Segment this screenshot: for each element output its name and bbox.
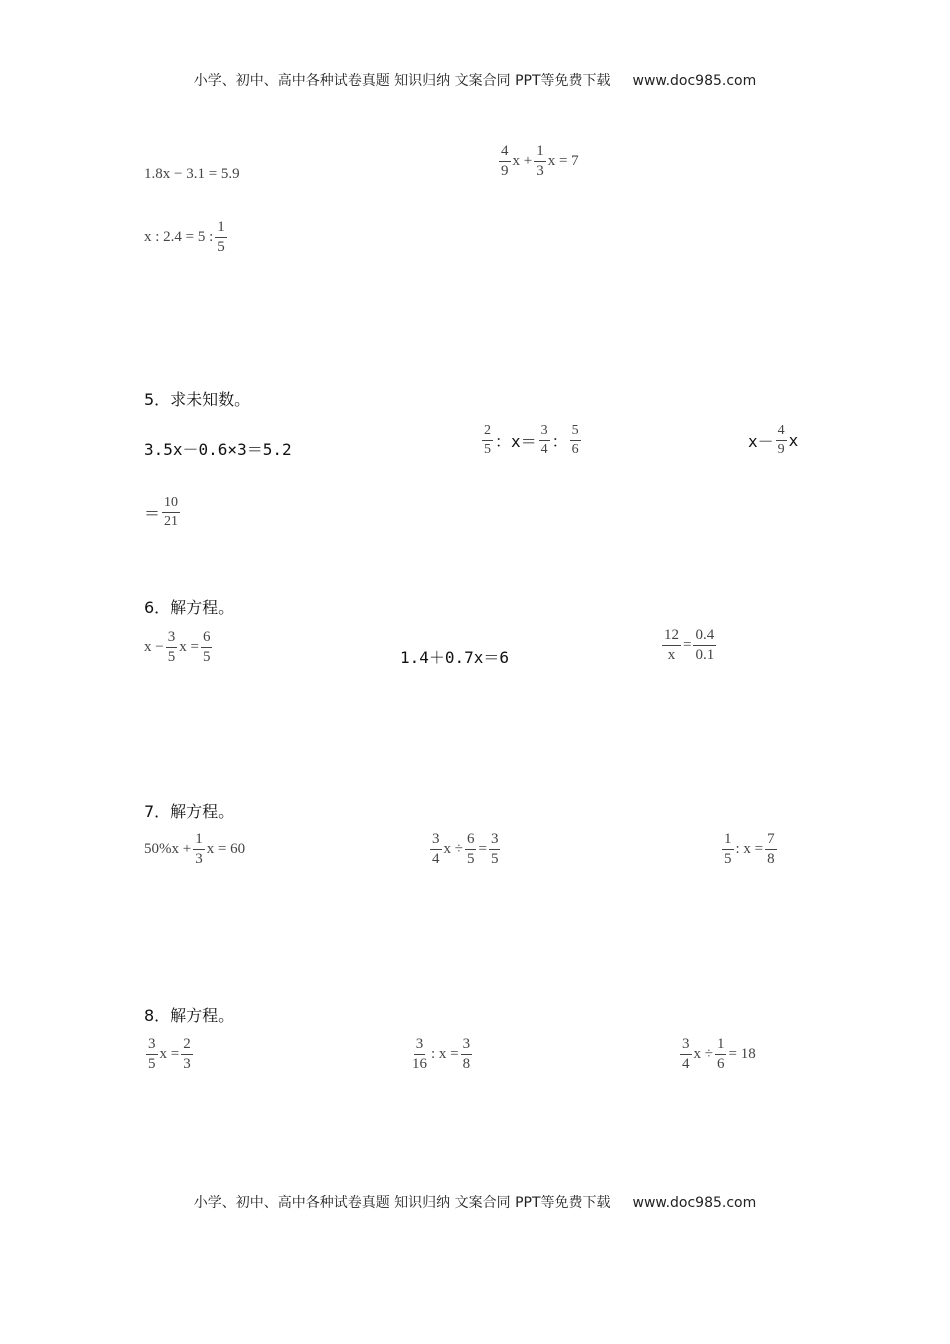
fraction: $\frac{1}{3}$ (536, 143, 544, 179)
question-5-equation-2: $\frac{2}{5}$ ：x＝ $\frac{3}{4}$ ： $\frac{5}{6}$ (484, 423, 579, 457)
question-5-equation-3: x－ $\frac{4}{9}$ x (748, 423, 799, 457)
question-8-equation-1: $\frac{3}{5}$ x = $\frac{2}{3}$ (148, 1036, 191, 1072)
question-6-equation-3: $\frac{12}{x}$ = $\frac{0.4}{0.1}$ (664, 627, 715, 663)
footer-site: www.doc985.com (632, 1195, 757, 1211)
fraction: $\frac{2}{3}$ (183, 1036, 191, 1072)
question-5-equation-3-cont: ＝ $\frac{10}{21}$ (144, 495, 179, 529)
fraction: $\frac{3}{5}$ (148, 1036, 156, 1072)
fraction: $\frac{12}{x}$ (664, 627, 679, 663)
page-header (0, 70, 950, 90)
fraction: $\frac{5}{6}$ (571, 423, 579, 457)
page-footer (0, 1192, 950, 1212)
question-7-equation-2: $\frac{3}{4}$ x ÷ $\frac{6}{5}$ = $\frac{3}{5}$ (432, 831, 499, 867)
question-5-title: 5．求未知数。 (144, 390, 251, 409)
fraction: $\frac{1}{6}$ (716, 1036, 725, 1072)
question-7-equation-3: $\frac{1}{5}$ : x = $\frac{7}{8}$ (724, 831, 775, 867)
question-8-equation-3: $\frac{3}{4}$ x ÷ $\frac{1}{6}$ = 18 (682, 1036, 756, 1072)
fraction: $\frac{0.4}{0.1}$ (695, 627, 715, 663)
fraction: $\frac{2}{5}$ (484, 423, 491, 457)
fraction: $\frac{3}{5}$ (490, 831, 499, 867)
question-8-title: 8．解方程。 (144, 1006, 235, 1025)
header-text: 小学、初中、高中各种试卷真题 知识归纳 文案合同 PPT等免费下载 (193, 73, 611, 89)
question-7-title: 7．解方程。 (144, 802, 235, 821)
fraction: $\frac{10}{21}$ (164, 495, 179, 529)
fraction: $\frac{3}{5}$ (167, 629, 176, 665)
fraction: $\frac{3}{16}$ (412, 1036, 427, 1072)
equation-top-3: x : 2.4 = 5 : $\frac{1}{5}$ (144, 219, 225, 255)
footer-text: 小学、初中、高中各种试卷真题 知识归纳 文案合同 PPT等免费下载 (193, 1195, 611, 1211)
fraction: $\frac{1}{5}$ (217, 219, 225, 255)
question-7-equation-1: 50%x + $\frac{1}{3}$ x = 60 (144, 831, 246, 867)
question-6-title: 6．解方程。 (144, 598, 235, 617)
equation-top-1: 1.8x − 3.1 = 5.9 (144, 166, 240, 182)
fraction: $\frac{6}{5}$ (466, 831, 475, 867)
fraction: $\frac{6}{5}$ (202, 629, 211, 665)
fraction: $\frac{4}{9}$ (777, 423, 785, 457)
question-6-equation-1: x − $\frac{3}{5}$ x = $\frac{6}{5}$ (144, 629, 211, 665)
fraction: $\frac{3}{4}$ (540, 423, 548, 457)
fraction: $\frac{1}{3}$ (195, 831, 203, 867)
fraction: $\frac{7}{8}$ (767, 831, 775, 867)
header-site: www.doc985.com (632, 73, 757, 89)
equation-top-2: $\frac{4}{9}$ x + $\frac{1}{3}$ x = 7 (501, 143, 579, 179)
fraction: $\frac{1}{5}$ (724, 831, 732, 867)
fraction: $\frac{3}{4}$ (432, 831, 440, 867)
fraction: $\frac{4}{9}$ (501, 143, 509, 179)
question-5-equation-1: 3.5x－0.6×3＝5.2 (144, 440, 292, 459)
question-8-equation-2: $\frac{3}{16}$ : x = $\frac{3}{8}$ (412, 1036, 471, 1072)
fraction: $\frac{3}{8}$ (462, 1036, 471, 1072)
question-6-equation-2: 1.4＋0.7x＝6 (400, 648, 510, 667)
fraction: $\frac{3}{4}$ (682, 1036, 690, 1072)
